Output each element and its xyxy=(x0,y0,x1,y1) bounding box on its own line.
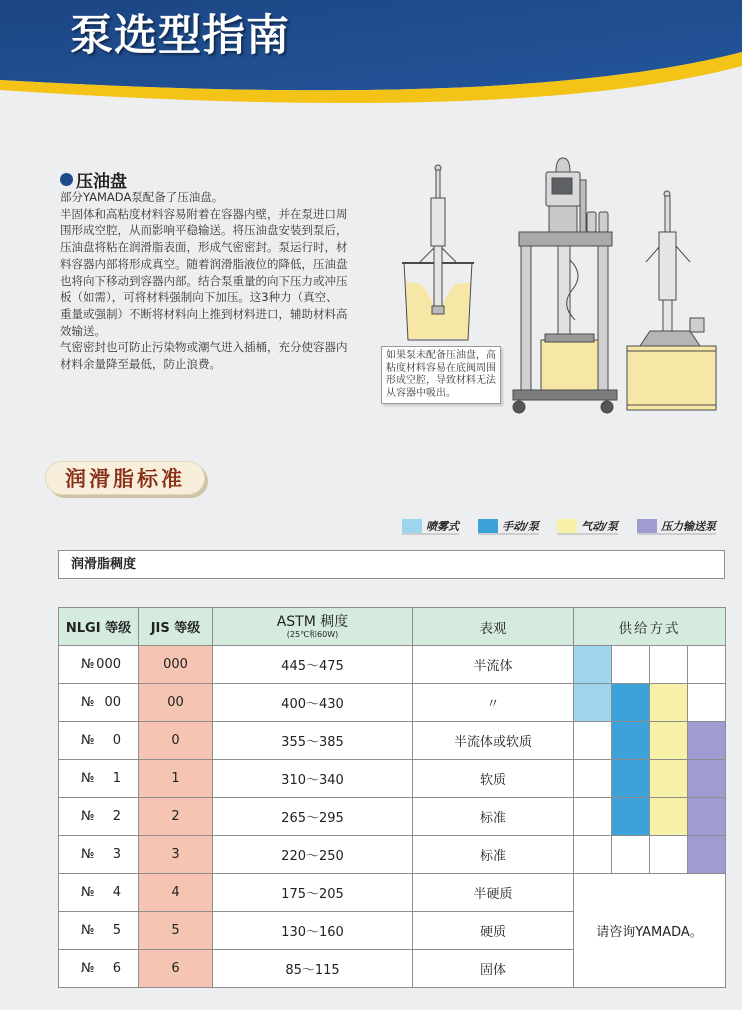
cart-left-post xyxy=(521,246,531,390)
supply-cell xyxy=(688,760,726,798)
appearance-cell: 半硬质 xyxy=(413,874,574,912)
legend-item xyxy=(557,518,618,535)
motor xyxy=(549,206,577,232)
pump-suction-tube xyxy=(434,246,442,308)
supply-cell xyxy=(688,684,726,722)
drum xyxy=(627,346,716,410)
filter-regulator-1 xyxy=(587,212,596,232)
pump-upper-rod xyxy=(436,170,440,199)
nlgi-grade xyxy=(59,961,138,976)
supply-cell xyxy=(650,836,688,874)
nlgi-number: 00 xyxy=(104,695,121,710)
table-row xyxy=(59,760,726,798)
control-screen xyxy=(552,178,572,194)
cart-mounted-pump-illustration xyxy=(513,158,617,413)
astm-cell: 265～295 xyxy=(213,798,413,836)
drum-follower-plate xyxy=(640,331,700,346)
appearance-cell: 标准 xyxy=(413,798,574,836)
table-row xyxy=(59,722,726,760)
pail xyxy=(541,340,598,390)
supply-cell xyxy=(650,722,688,760)
nlgi-grade xyxy=(59,695,138,710)
follower-side-cylinder xyxy=(690,318,704,332)
pump-foot-valve xyxy=(432,306,444,314)
header-supply-method: 供给方式 xyxy=(574,608,726,646)
legend-swatch xyxy=(637,519,657,533)
number-symbol: № xyxy=(81,847,95,862)
supply-cell xyxy=(688,836,726,874)
supply-cell xyxy=(574,798,612,836)
grease-consistency-title: 润滑脂稠度 xyxy=(58,550,725,579)
number-symbol: № xyxy=(81,923,95,938)
appearance-cell: 固体 xyxy=(413,950,574,988)
legend-item xyxy=(637,518,716,535)
appearance-cell: 〃 xyxy=(413,684,574,722)
description-line: 半固体和高粘度材料容易附着在容器内壁，并在泵进口周 xyxy=(60,206,348,221)
jis-cell: 000 xyxy=(139,646,213,684)
pump-cylinder xyxy=(431,198,445,246)
supply-cell xyxy=(612,684,650,722)
nlgi-grade xyxy=(59,847,138,862)
supply-cell xyxy=(688,722,726,760)
table-body xyxy=(59,646,726,988)
description-line: 料容器内部将形成真空。随着润滑脂液位的降低，压油盘 xyxy=(60,256,348,271)
jis-cell: 4 xyxy=(139,874,213,912)
nlgi-cell xyxy=(59,912,139,950)
astm-cell: 355～385 xyxy=(213,722,413,760)
follower-plate xyxy=(545,334,594,342)
nlgi-cell xyxy=(59,950,139,988)
legend-label: 压力输送泵 xyxy=(661,519,716,533)
legend-label: 喷雾式 xyxy=(426,519,459,533)
nlgi-number: 5 xyxy=(112,923,121,938)
nlgi-cell xyxy=(59,684,139,722)
table-header-row xyxy=(59,608,726,646)
supply-cell xyxy=(688,646,726,684)
astm-cell: 445～475 xyxy=(213,646,413,684)
table-row xyxy=(59,684,726,722)
pump-tube xyxy=(558,246,570,336)
table-row xyxy=(59,874,726,912)
description-line: 气密密封也可防止污染物或潮气进入插桶，充分使容器内 xyxy=(60,340,348,355)
pump-illustrations xyxy=(0,0,742,430)
supply-cell xyxy=(650,646,688,684)
nlgi-cell xyxy=(59,836,139,874)
nlgi-number: 6 xyxy=(112,961,121,976)
nlgi-cell xyxy=(59,798,139,836)
astm-cell: 85～115 xyxy=(213,950,413,988)
astm-cell: 175～205 xyxy=(213,874,413,912)
legend-swatch xyxy=(402,519,422,533)
legend-label: 手动/泵 xyxy=(502,519,540,533)
supply-cell xyxy=(612,760,650,798)
supply-cell xyxy=(650,798,688,836)
supply-cell xyxy=(612,836,650,874)
astm-cell: 400～430 xyxy=(213,684,413,722)
supply-cell xyxy=(612,646,650,684)
nlgi-number: 0 xyxy=(112,733,121,748)
header-jis: JIS 等级 xyxy=(139,608,213,646)
description-line: 部分YAMADA泵配备了压油盘。 xyxy=(60,190,224,204)
number-symbol: № xyxy=(81,885,95,900)
nlgi-grade xyxy=(59,923,138,938)
cart-base xyxy=(513,390,617,400)
grease-consistency-table xyxy=(58,607,726,988)
description-line: 效输送。 xyxy=(60,323,106,338)
jis-cell: 2 xyxy=(139,798,213,836)
nlgi-number: 000 xyxy=(96,657,121,672)
nlgi-cell xyxy=(59,722,139,760)
nlgi-cell xyxy=(59,646,139,684)
legend-label: 气动/泵 xyxy=(581,519,619,533)
appearance-cell: 硬质 xyxy=(413,912,574,950)
supply-cell xyxy=(612,722,650,760)
jis-cell: 00 xyxy=(139,684,213,722)
legend-swatch xyxy=(557,519,577,533)
nlgi-number: 2 xyxy=(112,809,121,824)
description-line: 板（如需），可将材料强制向下加压。这3种力（真空、 xyxy=(60,290,338,305)
number-symbol: № xyxy=(81,733,95,748)
number-symbol: № xyxy=(81,695,95,710)
nlgi-number: 1 xyxy=(112,771,121,786)
supply-cell xyxy=(574,684,612,722)
nlgi-cell xyxy=(59,874,139,912)
description-line: 材料余量降至最低，防止浪费。 xyxy=(60,357,221,372)
number-symbol: № xyxy=(81,809,95,824)
jis-cell: 1 xyxy=(139,760,213,798)
nlgi-cell xyxy=(59,760,139,798)
page-title: 泵选型指南 xyxy=(70,11,290,61)
caption-line: 如果泵未配备压油盘，高 xyxy=(386,350,496,361)
astm-cell: 310～340 xyxy=(213,760,413,798)
nlgi-grade xyxy=(59,885,138,900)
nlgi-grade xyxy=(59,809,138,824)
header-astm xyxy=(213,608,413,646)
nlgi-grade xyxy=(59,771,138,786)
header-astm-label: ASTM 稠度 xyxy=(276,613,349,630)
header-astm-note: (25℃和60W) xyxy=(286,629,339,639)
number-symbol: № xyxy=(81,961,95,976)
drum-pump-cylinder xyxy=(659,232,676,300)
number-symbol: № xyxy=(81,771,95,786)
table-row xyxy=(59,798,726,836)
appearance-cell: 软质 xyxy=(413,760,574,798)
table-row xyxy=(59,836,726,874)
nlgi-number: 3 xyxy=(112,847,121,862)
jis-cell: 3 xyxy=(139,836,213,874)
supply-cell xyxy=(650,684,688,722)
grease-standard-badge: 润滑脂标准 xyxy=(45,461,205,495)
no-follower-caption xyxy=(381,346,501,404)
supply-cell xyxy=(574,646,612,684)
legend-item xyxy=(402,518,459,535)
description-line: 围形成空腔，从而影响平稳输送。将压油盘安装到泵后， xyxy=(60,223,348,238)
nlgi-number: 4 xyxy=(112,885,121,900)
description-line: 也将向下移动到容器内部。结合泵重量的向下压力或冲压 xyxy=(60,273,348,288)
supply-cell xyxy=(688,798,726,836)
cart-crossbar xyxy=(519,232,612,246)
astm-cell: 220～250 xyxy=(213,836,413,874)
nlgi-grade xyxy=(59,657,138,672)
supply-cell xyxy=(574,836,612,874)
cart-wheel-left xyxy=(513,401,525,413)
jis-cell: 6 xyxy=(139,950,213,988)
caption-line: 从容器中吸出。 xyxy=(386,387,456,399)
cart-wheel-right xyxy=(601,401,613,413)
jis-cell: 5 xyxy=(139,912,213,950)
drum-pump-with-follower-illustration xyxy=(627,191,716,410)
filter-regulator-2 xyxy=(599,212,608,232)
table-row xyxy=(59,646,726,684)
pump-without-follower-illustration xyxy=(402,165,474,340)
number-symbol: № xyxy=(81,657,95,672)
description-line: 重量或强制）不断将材料向上推到材料进口，辅助材料高 xyxy=(60,306,348,321)
legend-swatch xyxy=(478,519,498,533)
nlgi-grade xyxy=(59,733,138,748)
astm-cell: 130～160 xyxy=(213,912,413,950)
valve-cap xyxy=(556,158,570,172)
appearance-cell: 半流体 xyxy=(413,646,574,684)
supply-cell xyxy=(612,798,650,836)
air-pipe xyxy=(580,180,586,232)
supply-cell xyxy=(574,760,612,798)
description-line: 压油盘将粘在润滑脂表面，形成气密密封。泵运行时，材 xyxy=(60,240,348,255)
appearance-cell: 半流体或软质 xyxy=(413,722,574,760)
supply-cell xyxy=(574,722,612,760)
follower-plate-heading-text: 压油盘 xyxy=(76,171,127,192)
caption-line: 粘度材料容易在底阀周围 xyxy=(386,362,496,374)
legend-item xyxy=(478,518,539,535)
header-nlgi: NLGI 等级 xyxy=(59,608,139,646)
consult-cell: 请咨询YAMADA。 xyxy=(574,874,726,988)
header-appearance: 表观 xyxy=(413,608,574,646)
supply-cell xyxy=(650,760,688,798)
caption-line: 形成空腔，导致材料无法 xyxy=(386,375,496,386)
jis-cell: 0 xyxy=(139,722,213,760)
cart-right-post xyxy=(598,246,608,390)
appearance-cell: 标准 xyxy=(413,836,574,874)
drum-pump-upper-rod xyxy=(665,196,670,233)
